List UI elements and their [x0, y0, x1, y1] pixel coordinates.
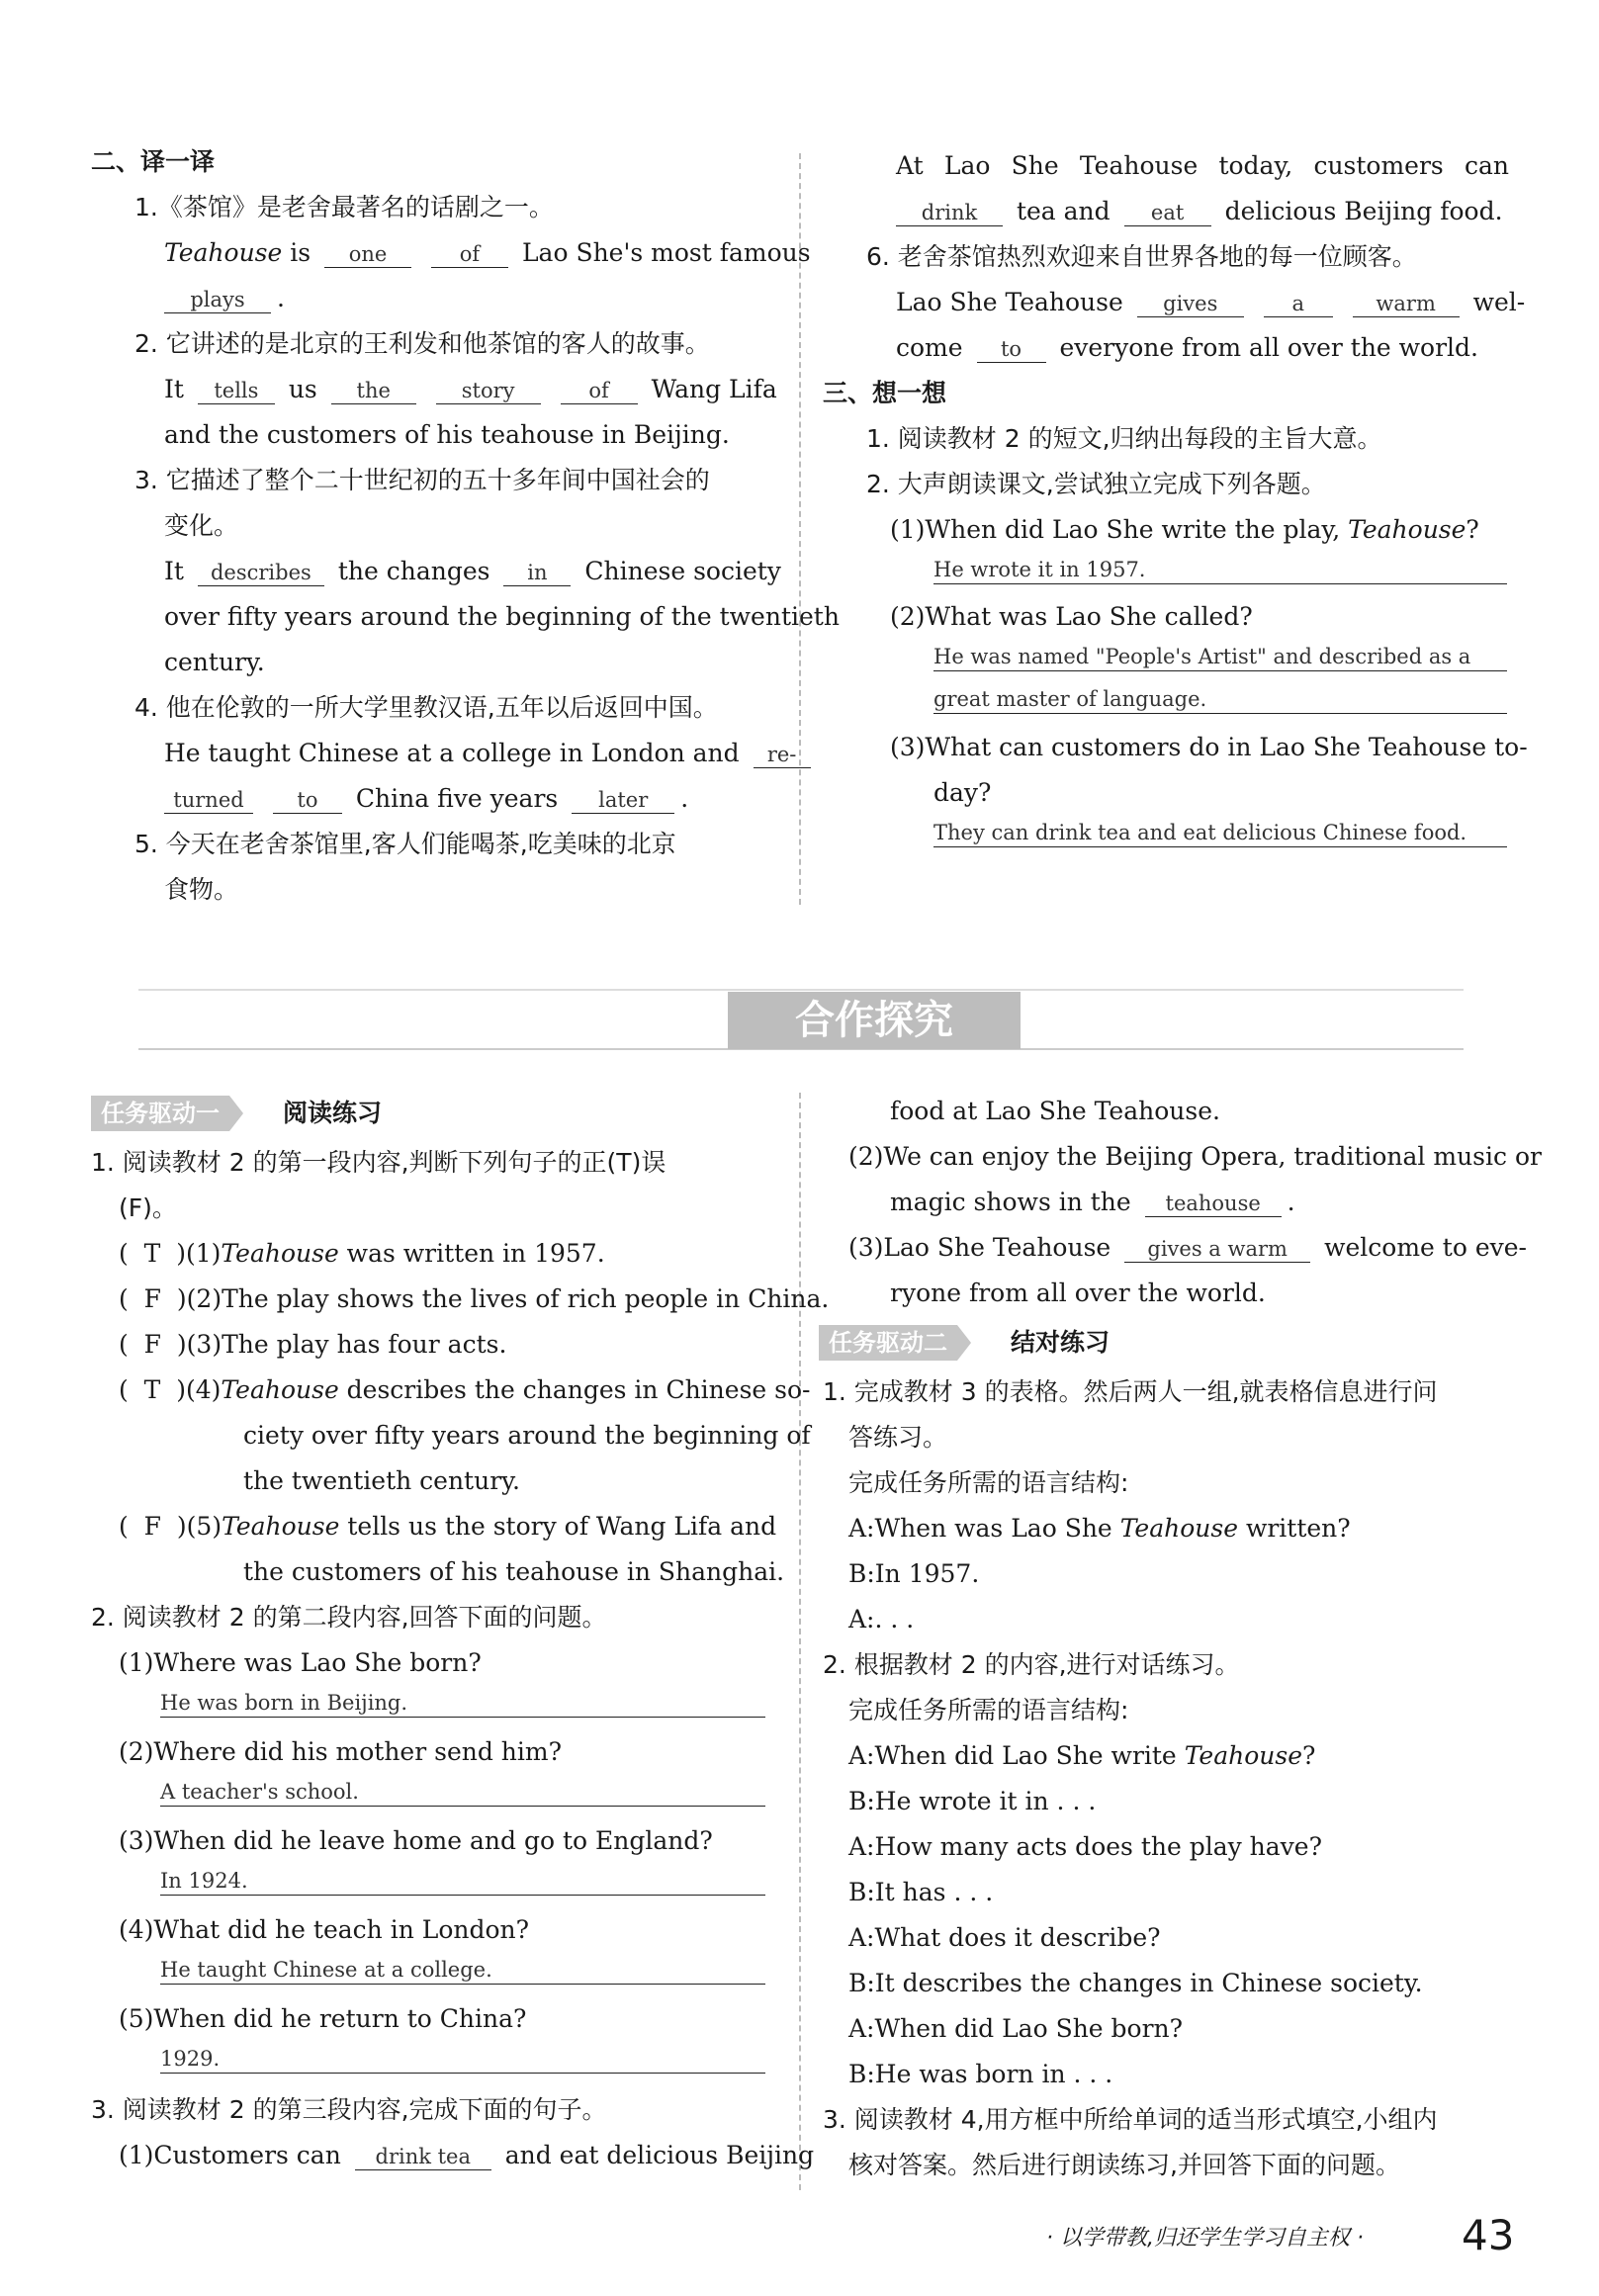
- tf-item: ( F )(2)The play shows the lives of rich people in China.: [119, 1284, 830, 1313]
- think-q2: (2)What was Lao She called?: [890, 602, 1253, 631]
- blank: story: [436, 378, 541, 404]
- q4-english: He taught Chinese at a college in London and re-: [164, 738, 817, 769]
- blank: the: [331, 378, 416, 404]
- reading-q3-3-l2: ryone from all over the world.: [890, 1279, 1266, 1307]
- q6-chinese: 6. 老舍茶馆热烈欢迎来自世界各地的每一位顾客。: [866, 242, 1417, 271]
- column-divider-bottom: [799, 1093, 801, 2190]
- dialog-line: A:How many acts does the play have?: [848, 1832, 1323, 1861]
- q3-english-l3: century.: [164, 648, 265, 676]
- pair-q1-l2: 答练习。: [848, 1423, 948, 1452]
- q2-chinese: 2. 它讲述的是北京的王利发和他茶馆的客人的故事。: [134, 329, 710, 358]
- blank: to: [273, 787, 342, 814]
- q5-chinese-l2: 食物。: [164, 875, 239, 904]
- blank: describes: [198, 560, 324, 586]
- section-title-think: 三、想一想: [823, 379, 947, 407]
- q4-chinese: 4. 他在伦敦的一所大学里教汉语,五年以后返回中国。: [134, 693, 718, 722]
- pair-q3-l2: 核对答案。然后进行朗读练习,并回答下面的问题。: [848, 2151, 1400, 2179]
- dialog-line: B:It has . . .: [848, 1878, 994, 1906]
- q4-english-l2: turned to China five years later .: [158, 783, 688, 815]
- q2-english: It tells us the story of Wang Lifa: [164, 375, 777, 403]
- q1-english: Teahouse is one of Lao She's most famous: [164, 238, 811, 267]
- think-q1: (1)When did Lao She write the play, Teahouse?: [890, 515, 1479, 544]
- section-banner: 合作探究: [728, 992, 1021, 1049]
- blank: to: [977, 336, 1046, 363]
- answer-line: He was born in Beijing.: [160, 1689, 765, 1718]
- reading-q1: 1. 阅读教材 2 的第一段内容,判断下列句子的正(T)误: [91, 1148, 666, 1177]
- reading-q3-2-l2: magic shows in the teahouse .: [890, 1188, 1295, 1216]
- answer-line: They can drink tea and eat delicious Chinese food.: [933, 819, 1507, 847]
- qa-question: (4)What did he teach in London?: [119, 1915, 530, 1944]
- q1-english-l2: plays .: [158, 283, 285, 314]
- tf-item: ( F )(3)The play has four acts.: [119, 1330, 507, 1359]
- q6-english-l2: come to everyone from all over the world.: [896, 333, 1479, 362]
- dialog-line: B:It describes the changes in Chinese society.: [848, 1969, 1423, 1997]
- task-tag-1: 任务驱动一: [91, 1096, 229, 1131]
- answer-line: He wrote it in 1957.: [933, 556, 1507, 584]
- blank: drink tea: [355, 2144, 491, 2170]
- reading-q1-l2: (F)。: [119, 1193, 177, 1222]
- page-number: 43: [1462, 2211, 1515, 2259]
- blank: re-: [754, 742, 811, 768]
- blank: plays: [164, 287, 271, 313]
- tf-item-cont: ciety over fifty years around the beginning of: [243, 1421, 811, 1450]
- pair-q2: 2. 根据教材 2 的内容,进行对话练习。: [823, 1650, 1240, 1679]
- dialog-line: A:. . .: [848, 1605, 915, 1634]
- think-q3: (3)What can customers do in Lao She Teahouse to-: [890, 733, 1528, 761]
- dialog-line: B:He was born in . . .: [848, 2060, 1113, 2088]
- dialog-line: B:In 1957.: [848, 1559, 980, 1588]
- q6-english: Lao She Teahouse gives a warm wel-: [896, 288, 1526, 316]
- blank: in: [503, 560, 571, 586]
- think-task-2: 2. 大声朗读课文,尝试独立完成下列各题。: [866, 470, 1326, 498]
- q5-english-l2: drink tea and eat delicious Beijing food.: [890, 196, 1503, 227]
- answer-line: He taught Chinese at a college.: [160, 1956, 765, 1985]
- tf-item-cont: the customers of his teahouse in Shanghai.: [243, 1557, 785, 1586]
- tf-item: ( T )(1)Teahouse was written in 1957.: [119, 1239, 605, 1268]
- task-title-pair: 结对练习: [1011, 1328, 1110, 1357]
- answer-line: A teacher's school.: [160, 1778, 765, 1807]
- tf-item: ( T )(4)Teahouse describes the changes in Chinese so-: [119, 1375, 811, 1404]
- section-title-translate: 二、译一译: [91, 147, 216, 176]
- q3-chinese-l2: 变化。: [164, 511, 239, 540]
- dialog-line: A:When was Lao She Teahouse written?: [848, 1514, 1351, 1543]
- reading-q2: 2. 阅读教材 2 的第二段内容,回答下面的问题。: [91, 1603, 607, 1632]
- pair-q2-structure: 完成任务所需的语言结构:: [848, 1696, 1129, 1724]
- blank: of: [431, 241, 508, 268]
- tf-item-cont: the twentieth century.: [243, 1466, 520, 1495]
- dialog-line: B:He wrote it in . . .: [848, 1787, 1097, 1815]
- think-task-1: 1. 阅读教材 2 的短文,归纳出每段的主旨大意。: [866, 424, 1382, 453]
- blank: teahouse: [1145, 1191, 1282, 1217]
- blank: eat: [1124, 200, 1211, 226]
- qa-question: (1)Where was Lao She born?: [119, 1648, 482, 1677]
- blank: turned: [164, 787, 253, 814]
- reading-q3-1: (1)Customers can drink tea and eat delicious Beijing: [119, 2141, 815, 2169]
- task-title-reading: 阅读练习: [283, 1099, 383, 1127]
- blank: gives a warm: [1124, 1236, 1310, 1263]
- reading-q3-3: (3)Lao She Teahouse gives a warm welcome to eve-: [848, 1233, 1528, 1262]
- answer-line: 1929.: [160, 2045, 765, 2074]
- q3-english: It describes the changes in Chinese society: [164, 557, 781, 585]
- think-q3-l2: day?: [933, 778, 992, 807]
- pair-q1-structure: 完成任务所需的语言结构:: [848, 1468, 1129, 1497]
- blank: of: [561, 378, 638, 404]
- reading-q3-1-cont: food at Lao She Teahouse.: [890, 1097, 1220, 1125]
- dialog-line: A:What does it describe?: [848, 1923, 1161, 1952]
- answer-line: great master of language.: [933, 685, 1507, 714]
- qa-question: (2)Where did his mother send him?: [119, 1737, 562, 1766]
- q1-chinese: 1.《茶馆》是老舍最著名的话剧之一。: [134, 193, 554, 221]
- reading-q3: 3. 阅读教材 2 的第三段内容,完成下面的句子。: [91, 2095, 607, 2124]
- qa-question: (5)When did he return to China?: [119, 2004, 527, 2033]
- blank: warm: [1353, 291, 1460, 317]
- q3-chinese: 3. 它描述了整个二十世纪初的五十多年间中国社会的: [134, 466, 710, 494]
- banner-rule: [138, 989, 1464, 991]
- blank: gives: [1137, 291, 1244, 317]
- blank: one: [324, 241, 411, 268]
- blank: drink: [896, 200, 1003, 226]
- blank: a: [1264, 291, 1333, 317]
- pair-q1: 1. 完成教材 3 的表格。然后两人一组,就表格信息进行问: [823, 1377, 1438, 1406]
- reading-q3-2: (2)We can enjoy the Beijing Opera, traditional music or: [848, 1142, 1542, 1171]
- task-tag-2: 任务驱动二: [819, 1325, 957, 1361]
- q5-chinese: 5. 今天在老舍茶馆里,客人们能喝茶,吃美味的北京: [134, 830, 676, 858]
- q5-english: At Lao She Teahouse today, customers can: [896, 151, 1509, 180]
- blank: later: [572, 787, 674, 814]
- tf-item: ( F )(5)Teahouse tells us the story of Wang Lifa and: [119, 1512, 777, 1541]
- answer-line: In 1924.: [160, 1867, 765, 1896]
- q2-english-l2: and the customers of his teahouse in Beijing.: [164, 420, 730, 449]
- blank: tells: [198, 378, 275, 404]
- qa-question: (3)When did he leave home and go to England?: [119, 1826, 713, 1855]
- footer-slogan: · 以学带教,归还学生学习自主权 ·: [1046, 2226, 1364, 2251]
- q3-english-l2: over fifty years around the beginning of the twentieth: [164, 602, 840, 631]
- dialog-line: A:When did Lao She born?: [848, 2014, 1184, 2043]
- dialog-line: A:When did Lao She write Teahouse?: [848, 1741, 1316, 1770]
- answer-line: He was named "People's Artist" and described as a: [933, 643, 1507, 671]
- pair-q3: 3. 阅读教材 4,用方框中所给单词的适当形式填空,小组内: [823, 2105, 1438, 2134]
